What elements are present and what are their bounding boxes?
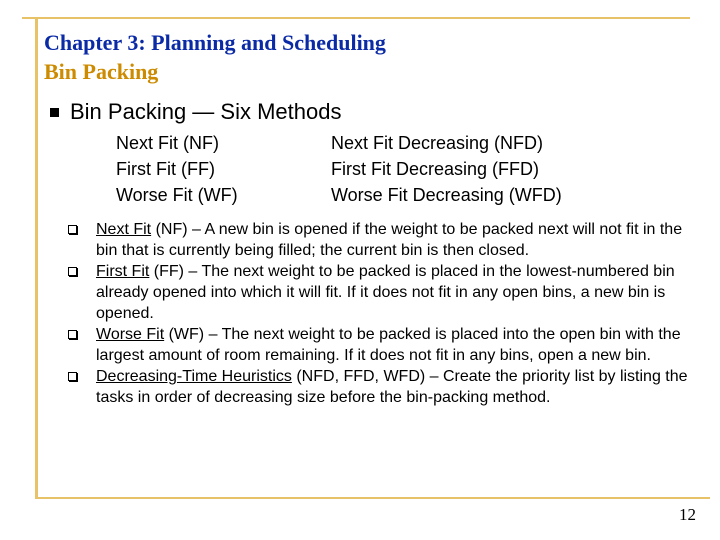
list-item xyxy=(68,261,688,324)
list-item xyxy=(68,219,688,261)
page-number: 12 xyxy=(679,505,696,524)
description-decreasing-time-heuristics: (NFD, FFD, WFD) – Create the priority list by listing the tasks in order of decreasing size before the bin-packing method. xyxy=(96,368,688,406)
method-next-fit-decreasing: Next Fit Decreasing (NFD) xyxy=(331,133,544,153)
hollow-square-bullet-icon xyxy=(68,372,77,381)
method-next-fit: Next Fit (NF) xyxy=(116,133,219,153)
hollow-square-bullet-icon xyxy=(68,267,77,276)
bottom-decorative-rule xyxy=(35,497,710,499)
slide-title: Chapter 3: Planning and Scheduling xyxy=(44,30,386,55)
method-worse-fit: Worse Fit (WF) xyxy=(116,185,238,205)
description-next-fit: (NF) – A new bin is opened if the weight to be packed next will not fit in the bin that is currently being filled; the current bin is then closed. xyxy=(96,221,683,259)
description-worse-fit: (WF) – The next weight to be packed is placed into the open bin with the largest amount of room remaining. If it does not fit in any bins, open a new bin. xyxy=(96,326,681,364)
term-next-fit: Next Fit xyxy=(96,221,152,238)
top-decorative-rule xyxy=(22,17,690,19)
method-first-fit: First Fit (FF) xyxy=(116,159,215,179)
square-bullet-icon xyxy=(50,108,59,117)
method-worse-fit-decreasing: Worse Fit Decreasing (WFD) xyxy=(331,185,562,205)
hollow-square-bullet-icon xyxy=(68,225,77,234)
main-bullet-text: Bin Packing — Six Methods xyxy=(70,99,342,124)
term-worse-fit: Worse Fit xyxy=(96,326,165,343)
slide-subtitle: Bin Packing xyxy=(44,59,159,84)
term-first-fit: First Fit xyxy=(96,263,150,280)
description-first-fit: (FF) – The next weight to be packed is placed in the lowest-numbered bin already opened into which it will fit. If it does not fit in any open bins, a new bin is opened. xyxy=(96,263,675,322)
list-item xyxy=(68,366,688,408)
left-decorative-rule xyxy=(35,17,38,497)
methods-list-left xyxy=(116,130,238,208)
hollow-square-bullet-icon xyxy=(68,330,77,339)
method-descriptions xyxy=(68,219,688,408)
term-decreasing-time-heuristics: Decreasing-Time Heuristics xyxy=(96,368,292,385)
list-item xyxy=(68,324,688,366)
methods-list-right xyxy=(331,130,562,208)
method-first-fit-decreasing: First Fit Decreasing (FFD) xyxy=(331,159,540,179)
